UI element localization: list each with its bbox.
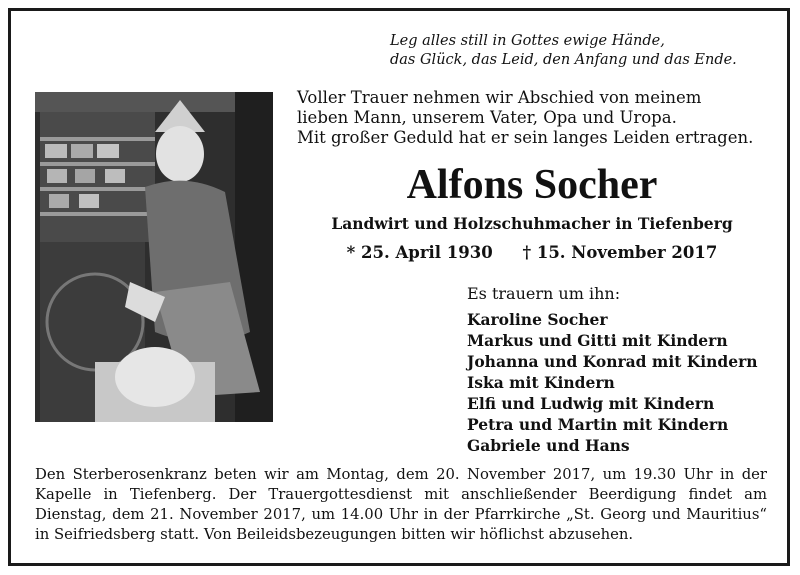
- deceased-occupation: Landwirt und Holzschuhmacher in Tiefenberg: [331, 214, 733, 233]
- intro-line-3: Mit großer Geduld hat er sein langes Leiden ertragen.: [297, 128, 754, 147]
- portrait-photo: [35, 92, 273, 422]
- footer-line-1: Den Sterberosenkranz beten wir am Montag, dem 20. November 2017, um 19.30 Uhr in der: [35, 466, 767, 483]
- workshop-photo-illustration: [35, 92, 273, 422]
- footer-line-3: Dienstag, dem 21. November 2017, um 14.00 Uhr in der Pfarrkirche „St. Georg und Mauritius“: [35, 506, 767, 523]
- service-details: [35, 465, 767, 545]
- quote-line-2: das Glück, das Leid, den Anfang und das Ende.: [390, 52, 737, 68]
- intro-line-2: lieben Mann, unserem Vater, Opa und Uropa.: [297, 108, 677, 127]
- death-date: † 15. November 2017: [522, 243, 718, 262]
- footer-line-4: in Seifriedsberg statt. Von Beileidsbezeugungen bitten wir höflichst abzusehen.: [35, 526, 634, 543]
- life-dates: [297, 243, 767, 262]
- quote-line-1: Leg alles still in Gottes ewige Hände,: [390, 33, 665, 49]
- intro-text: [297, 88, 767, 148]
- mourner-item: Elfi und Ludwig mit Kindern: [467, 394, 715, 413]
- birth-date: * 25. April 1930: [346, 243, 493, 262]
- mourner-item: Markus und Gitti mit Kindern: [467, 331, 728, 350]
- footer-line-2: Kapelle in Tiefenberg. Der Trauergottesdienst mit anschließender Beerdigung findet am: [35, 486, 767, 503]
- mourner-item: Johanna und Konrad mit Kindern: [467, 352, 758, 371]
- mourners-list: [467, 309, 758, 456]
- intro-line-1: Voller Trauer nehmen wir Abschied von meinem: [297, 88, 702, 107]
- mourner-item: Karoline Socher: [467, 310, 608, 329]
- mourner-item: Iska mit Kindern: [467, 373, 615, 392]
- mourner-item: Petra und Martin mit Kindern: [467, 415, 729, 434]
- bible-quote: [390, 32, 770, 70]
- mourner-item: Gabriele und Hans: [467, 436, 630, 455]
- deceased-name: Alfons Socher: [406, 162, 658, 208]
- mourners-label: Es trauern um ihn:: [467, 284, 621, 303]
